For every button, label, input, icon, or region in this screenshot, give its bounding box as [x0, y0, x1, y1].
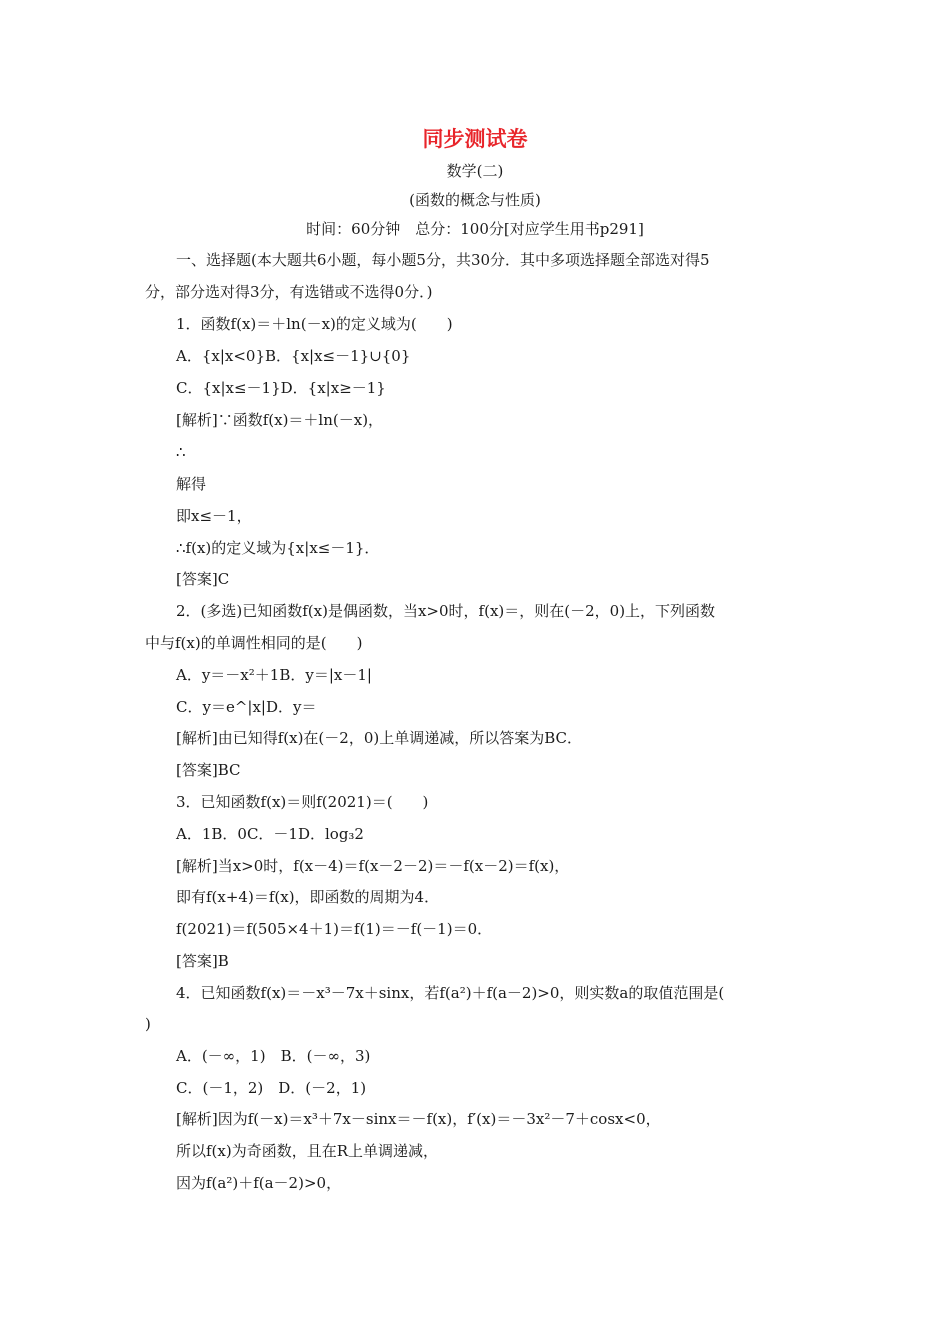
- question-2-options: A．y＝－x²＋1B．y＝|x－1|: [176, 666, 372, 684]
- answer-line: [答案]B: [176, 952, 229, 970]
- analysis-line: 即x≤－1，: [176, 507, 252, 525]
- analysis-line: [解析]当x>0时，f(x－4)＝f(x－2－2)＝－f(x－2)＝f(x)，: [176, 857, 570, 875]
- question-4: ): [145, 1015, 151, 1033]
- question-3-options: A．1B．0C．－1D．log₃2: [176, 825, 364, 843]
- analysis-line: f(2021)＝f(505×4＋1)＝f(1)＝－f(－1)＝0．: [176, 920, 493, 938]
- question-2: 中与f(x)的单调性相同的是( ): [145, 634, 363, 652]
- page-title: 同步测试卷: [422, 126, 528, 151]
- analysis-line: 即有f(x+4)＝f(x)，即函数的周期为4．: [176, 888, 440, 906]
- question-2: 2．(多选)已知函数f(x)是偶函数，当x>0时，f(x)＝，则在(－2，0)上，下列函数: [176, 602, 716, 620]
- analysis-line: [解析]由已知得f(x)在(－2，0)上单调递减，所以答案为BC．: [176, 729, 582, 747]
- analysis-line: 所以f(x)为奇函数，且在R上单调递减，: [176, 1142, 439, 1160]
- question-1-options: C．{x|x≤－1}D．{x|x≥－1}: [176, 379, 386, 397]
- question-1-options: A．{x|x<0}B．{x|x≤－1}∪{0}: [176, 347, 411, 365]
- topic-subtitle: (函数的概念与性质): [409, 191, 541, 209]
- exam-meta: 时间：60分钟 总分：100分[对应学生用书p291]: [306, 220, 644, 238]
- analysis-line: ∴: [176, 443, 186, 461]
- question-4: 4．已知函数f(x)＝－x³－7x＋sinx，若f(a²)＋f(a－2)>0，则实数a的取值范围是(: [176, 984, 725, 1002]
- analysis-line: [解析]∵函数f(x)＝＋ln(－x)，: [176, 411, 384, 429]
- question-1: 1．函数f(x)＝＋ln(－x)的定义域为( ): [176, 315, 453, 333]
- question-3: 3．已知函数f(x)＝则f(2021)＝( ): [176, 793, 429, 811]
- question-2-options: C．y＝e^|x|D．y＝: [176, 698, 317, 716]
- analysis-line: 解得: [176, 475, 207, 493]
- section-intro-line: 一、选择题(本大题共6小题，每小题5分，共30分．其中多项选择题全部选对得5: [176, 251, 710, 269]
- analysis-line: 因为f(a²)＋f(a－2)>0，: [176, 1174, 342, 1192]
- answer-line: [答案]C: [176, 570, 230, 588]
- subject-subtitle: 数学(二): [446, 162, 504, 180]
- answer-line: [答案]BC: [176, 761, 241, 779]
- question-4-options: A．(－∞，1) B．(－∞，3): [176, 1047, 371, 1065]
- question-4-options: C．(－1，2) D．(－2，1): [176, 1079, 367, 1097]
- analysis-line: [解析]因为f(－x)＝x³＋7x－sinx＝－f(x)，f′(x)＝－3x²－7＋cosx<0，: [176, 1110, 661, 1128]
- section-intro-line: 分，部分选对得3分，有选错或不选得0分．): [145, 283, 433, 301]
- analysis-line: ∴f(x)的定义域为{x|x≤－1}．: [176, 539, 380, 557]
